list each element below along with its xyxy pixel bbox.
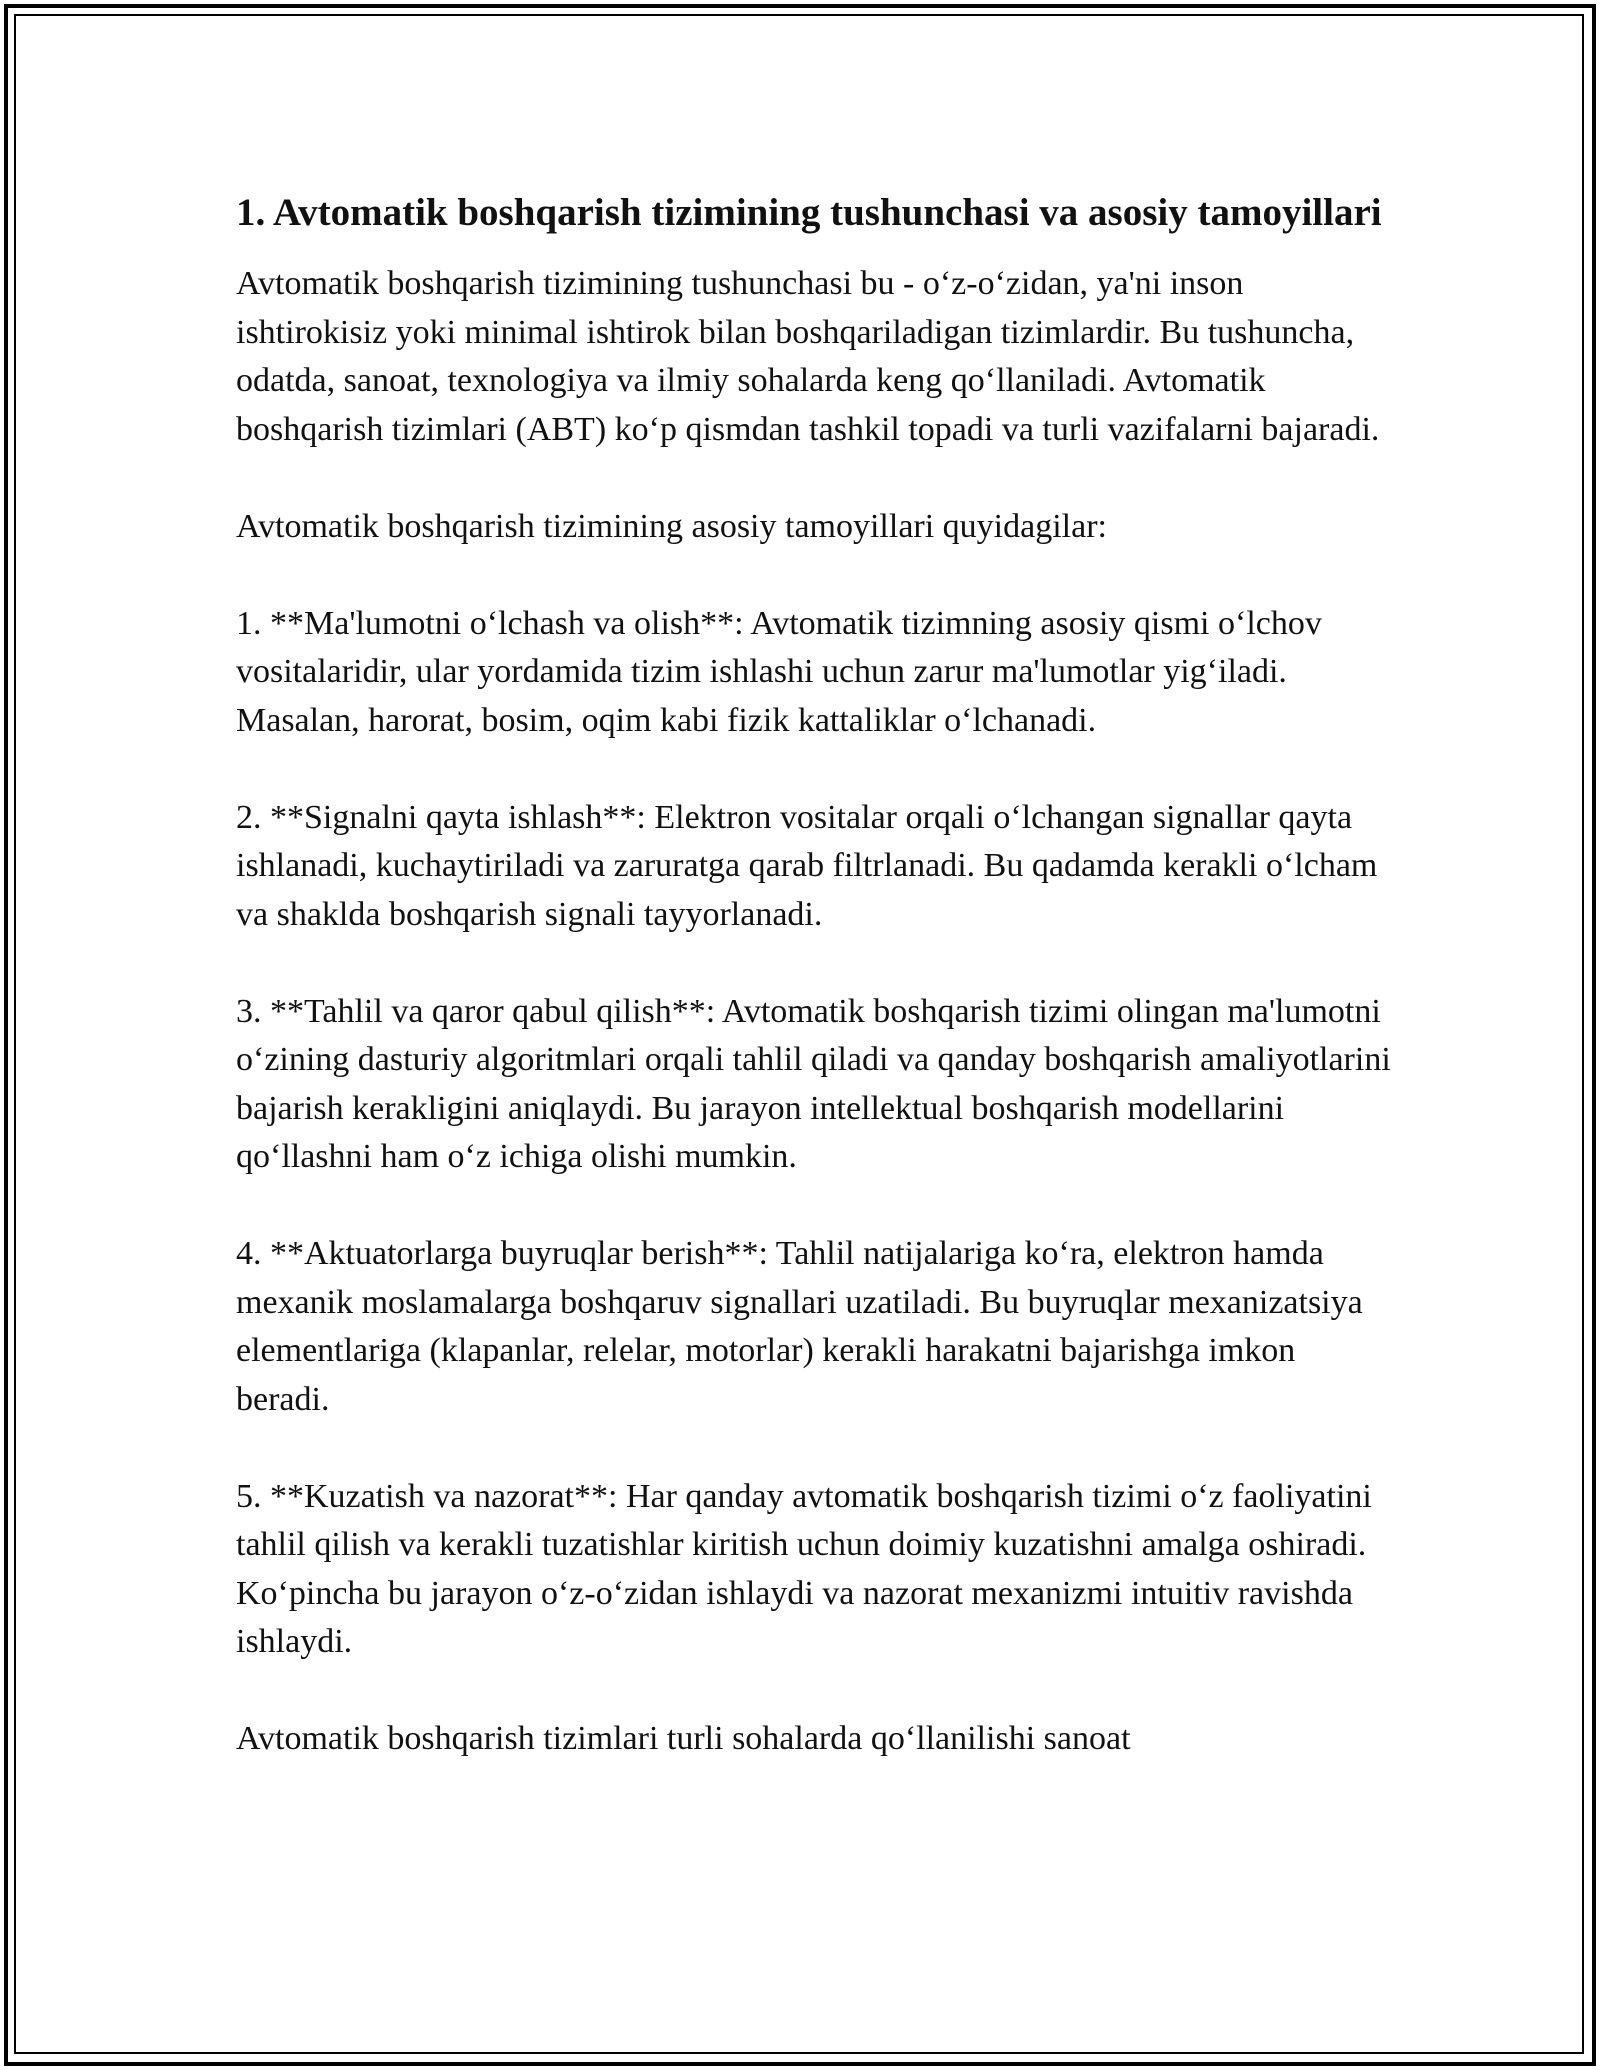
paragraph-applications: Avtomatik boshqarish tizimlari turli sohalarda qo‘llanilishi sanoat [236, 1720, 1131, 1757]
paragraph-principle-5: 5. **Kuzatish va nazorat**: Har qanday avtomatik boshqarish tizimi o‘z faoliyatini tahlil qilish va kerakli tuzatishlar kiritish uchun doimiy kuzatishni amalga oshiradi. Ko‘pincha bu jarayon o‘z-o‘zidan ishlaydi va nazorat mexanizmi intuitiv ravishda ishlaydi. [236, 1477, 1372, 1660]
paragraph-principle-3: 3. **Tahlil va qaror qabul qilish**: Avtomatik boshqarish tizimi olingan ma'lumotni o‘zining dasturiy algoritmlari orqali tahlil qiladi va qanday boshqarish amaliyotlarini bajarish kerakligini aniqlaydi. Bu jarayon intellektual boshqarish modellarini qo‘llashni ham o‘z ichiga olishi mumkin. [236, 992, 1391, 1175]
paragraph-definition: Avtomatik boshqarish tizimining tushunchasi bu - o‘z-o‘zidan, ya'ni inson ishtirokisiz yoki minimal ishtirok bilan boshqariladigan tizimlardir. Bu tushuncha, odatda, sanoat, texnologiya va ilmiy sohalarda keng qo‘llaniladi. Avtomatik boshqarish tizimlari (ABT) ko‘p qismdan tashkil topadi va turli vazifalarni bajaradi. [236, 265, 1380, 448]
paragraph-principle-2: 2. **Signalni qayta ishlash**: Elektron vositalar orqali o‘lchangan signallar qayta ishlanadi, kuchaytiriladi va zaruratga qarab filtrlanadi. Bu qadamda kerakli o‘lcham va shaklda boshqarish signali tayyorlanadi. [236, 798, 1378, 933]
paragraph-principle-1: 1. **Ma'lumotni o‘lchash va olish**: Avtomatik tizimning asosiy qismi o‘lchov vositalaridir, ular yordamida tizim ishlashi uchun zarur ma'lumotlar yig‘iladi. Masalan, harorat, bosim, oqim kabi fizik kattaliklar o‘lchanadi. [236, 604, 1322, 739]
paragraph-principles-intro: Avtomatik boshqarish tizimining asosiy tamoyillari quyidagilar: [236, 507, 1107, 545]
document-body [236, 186, 1396, 1764]
document-heading: 1. Avtomatik boshqarish tizimining tushunchasi va asosiy tamoyillari [236, 191, 1382, 234]
paragraph-principle-4: 4. **Aktuatorlarga buyruqlar berish**: Tahlil natijalariga ko‘ra, elektron hamda mexanik moslamalarga boshqaruv signallari uzatiladi. Bu buyruqlar mexanizatsiya elementlariga (klapanlar, relelar, motorlar) kerakli harakatni bajarishga imkon beradi. [236, 1235, 1363, 1418]
